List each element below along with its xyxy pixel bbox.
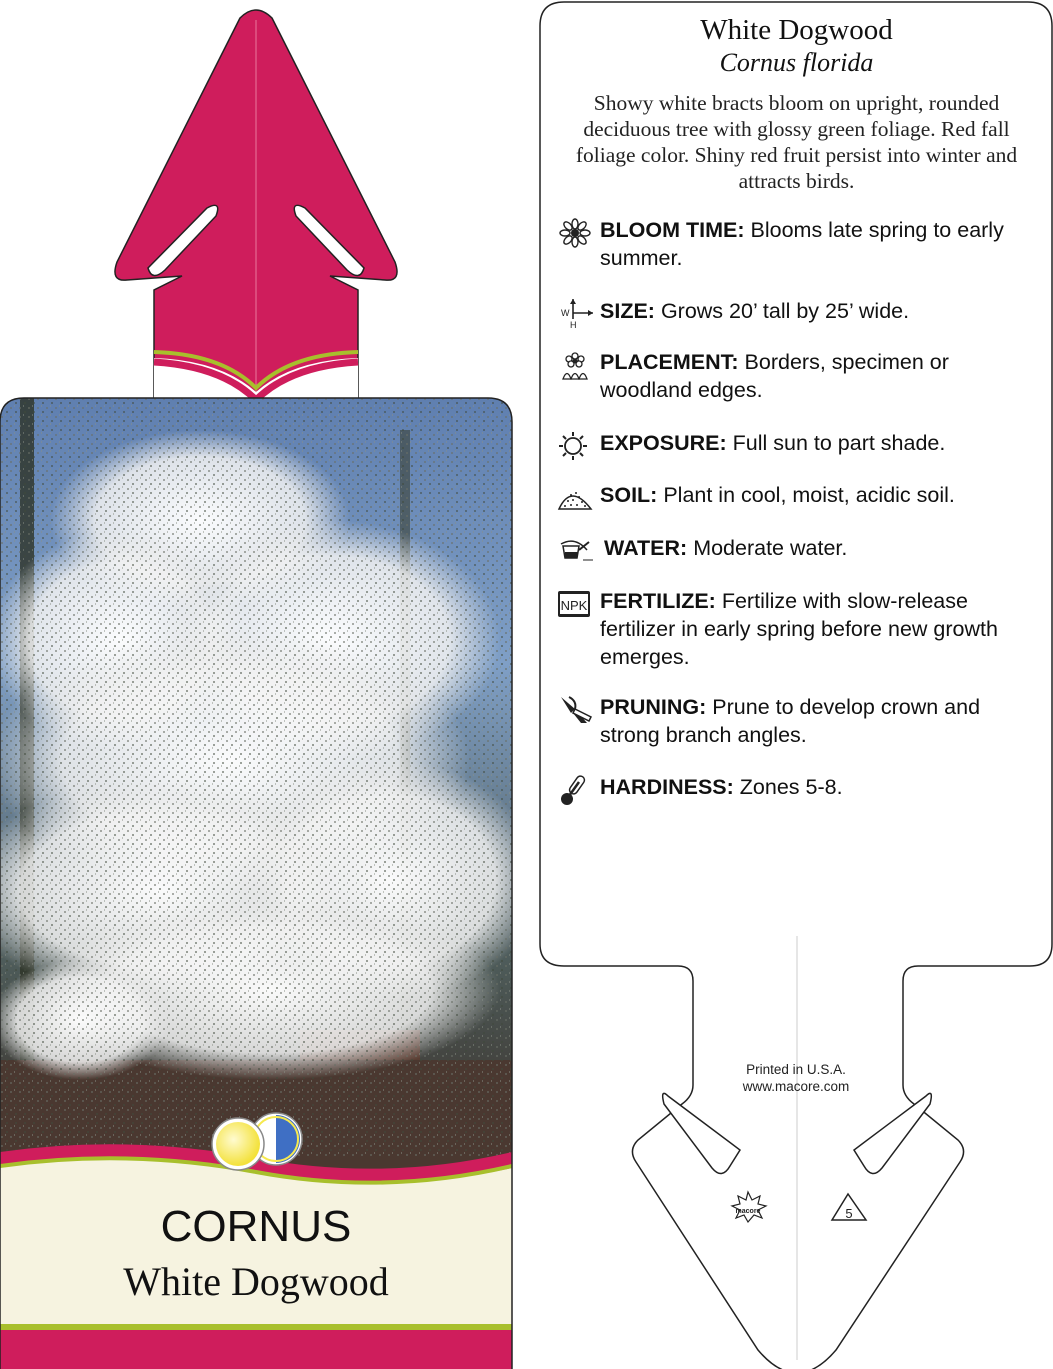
care-value: Zones 5-8. (739, 775, 843, 799)
care-value: Prune to develop crown and strong branch angles. (600, 695, 981, 747)
sun-icon (557, 431, 593, 461)
npk-icon (557, 589, 593, 619)
placement-icon (557, 350, 593, 380)
npk-label: NPK (560, 598, 588, 613)
care-value: Moderate water. (693, 536, 848, 560)
care-value: Grows 20’ tall by 25’ wide. (660, 299, 910, 323)
care-value: Plant in cool, moist, acidic soil. (663, 483, 955, 507)
size-icon (557, 299, 593, 329)
care-label: HARDINESS: (600, 775, 734, 799)
thermometer-icon (557, 775, 593, 805)
plant-title: White Dogwood (700, 14, 893, 46)
flower-icon (557, 218, 593, 248)
plant-description: Showy white bracts bloom on upright, rounded deciduous tree with glossy green foliage. Red fall foliage color. Shiny red fruit persist into winter and attracts birds. (575, 91, 1018, 193)
care-value: Full sun to part shade. (732, 431, 946, 455)
care-value: Borders, specimen or woodland edges. (600, 350, 949, 402)
care-label: EXPOSURE: (600, 431, 727, 455)
scientific-name: Cornus florida (719, 48, 874, 77)
care-label: SOIL: (600, 483, 658, 507)
macore-logo-text: macore (735, 1208, 761, 1215)
care-value: Blooms late spring to early summer. (600, 218, 1004, 270)
printed-footer (690, 1061, 902, 1095)
recycle-code: 5 (845, 1206, 853, 1221)
size-icon-w: W (561, 308, 570, 318)
common-name: White Dogwood (123, 1259, 389, 1304)
size-icon-h: H (570, 320, 577, 329)
care-label: BLOOM TIME: (600, 218, 745, 242)
care-label: FERTILIZE: (600, 589, 716, 613)
watering-can-icon (557, 536, 593, 566)
printed-in: Printed in U.S.A. (746, 1062, 846, 1077)
website-link: www.macore.com (742, 1079, 850, 1094)
care-label: PRUNING: (600, 695, 707, 719)
genus-name: CORNUS (160, 1202, 352, 1251)
care-label: WATER: (604, 536, 688, 560)
pruners-icon (557, 695, 593, 725)
care-value: Fertilize with slow-release fertilizer in early spring before new growth emerges. (600, 589, 998, 669)
soil-icon (557, 483, 593, 513)
care-label: PLACEMENT: (600, 350, 739, 374)
care-label: SIZE: (600, 299, 655, 323)
